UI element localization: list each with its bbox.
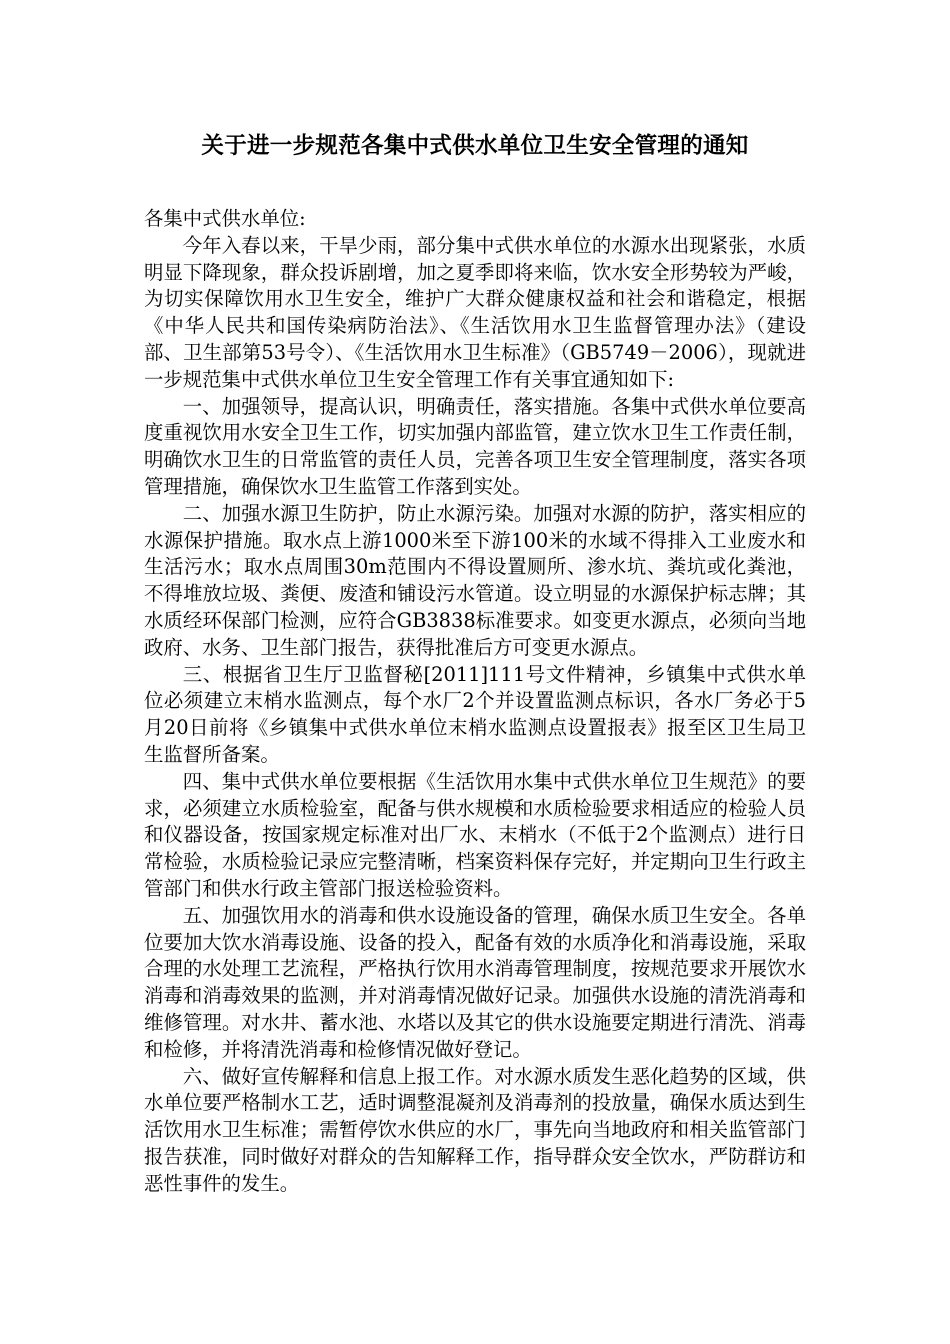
salutation: 各集中式供水单位: [144, 207, 306, 230]
paragraph-item-2: 二、加强水源卫生防护，防止水源污染。加强对水源的防护，落实相应的水源保护措施。取水点上游1000米至下游100米的水域不得排入工业废水和生活污水；取水点周围30m范围内不得设置厕所、渗水坑、粪坑或化粪池，不得堆放垃圾、粪便、废渣和铺设污水管道。设立明显的水源保护标志牌；其水质经环保部门检测，应符合GB3838标准要求。如变更水源点，必须向当地政府、水务、卫生部门报告，获得批准后方可变更水源点。 [144, 501, 806, 659]
document-page [144, 130, 806, 1197]
paragraph-item-1: 一、加强领导，提高认识，明确责任，落实措施。各集中式供水单位要高度重视饮用水安全卫生工作，切实加强内部监管，建立饮水卫生工作责任制，明确饮水卫生的日常监管的责任人员，完善各项卫生安全管理制度，落实各项管理措施，确保饮水卫生监管工作落到实处。 [144, 394, 806, 498]
paragraph-item-5: 五、加强饮用水的消毒和供水设施设备的管理，确保水质卫生安全。各单位要加大饮水消毒设施、设备的投入，配备有效的水质净化和消毒设施，采取合理的水处理工艺流程，严格执行饮用水消毒管理制度，按规范要求开展饮水消毒和消毒效果的监测，并对消毒情况做好记录。加强供水设施的清洗消毒和维修管理。对水井、蓄水池、水塔以及其它的供水设施要定期进行清洗、消毒和检修，并将清洗消毒和检修情况做好登记。 [144, 903, 806, 1061]
document-body [144, 206, 806, 1197]
paragraph-item-4: 四、集中式供水单位要根据《生活饮用水集中式供水单位卫生规范》的要求，必须建立水质检验室，配备与供水规模和水质检验要求相适应的检验人员和仪器设备，按国家规定标准对出厂水、末梢水（不低于2个监测点）进行日常检验，水质检验记录应完整清晰，档案资料保存完好，并定期向卫生行政主管部门和供水行政主管部门报送检验资料。 [144, 769, 806, 900]
paragraph-item-6: 六、做好宣传解释和信息上报工作。对水源水质发生恶化趋势的区域，供水单位要严格制水工艺，适时调整混凝剂及消毒剂的投放量，确保水质达到生活饮用水卫生标准；需暂停饮水供应的水厂，事先向当地政府和相关监管部门报告获准，同时做好对群众的告知解释工作，指导群众安全饮水，严防群访和恶性事件的发生。 [144, 1064, 806, 1195]
document-title: 关于进一步规范各集中式供水单位卫生安全管理的通知 [201, 133, 749, 159]
paragraph-intro: 今年入春以来，干旱少雨，部分集中式供水单位的水源水出现紧张，水质明显下降现象，群众投诉剧增，加之夏季即将来临，饮水安全形势较为严峻，为切实保障饮用水卫生安全，维护广大群众健康权益和社会和谐稳定，根据《中华人民共和国传染病防治法》、《生活饮用水卫生监督管理办法》（建设部、卫生部第53号令）、《生活饮用水卫生标准》（GB5749－2006），现就进一步规范集中式供水单位卫生安全管理工作有关事宜通知如下: [144, 233, 806, 391]
paragraph-item-3: 三、根据省卫生厅卫监督秘[2011]111号文件精神，乡镇集中式供水单位必须建立末梢水监测点，每个水厂2个并设置监测点标识，各水厂务必于5月20日前将《乡镇集中式供水单位末梢水监测点设置报表》报至区卫生局卫生监督所备案。 [144, 662, 806, 766]
